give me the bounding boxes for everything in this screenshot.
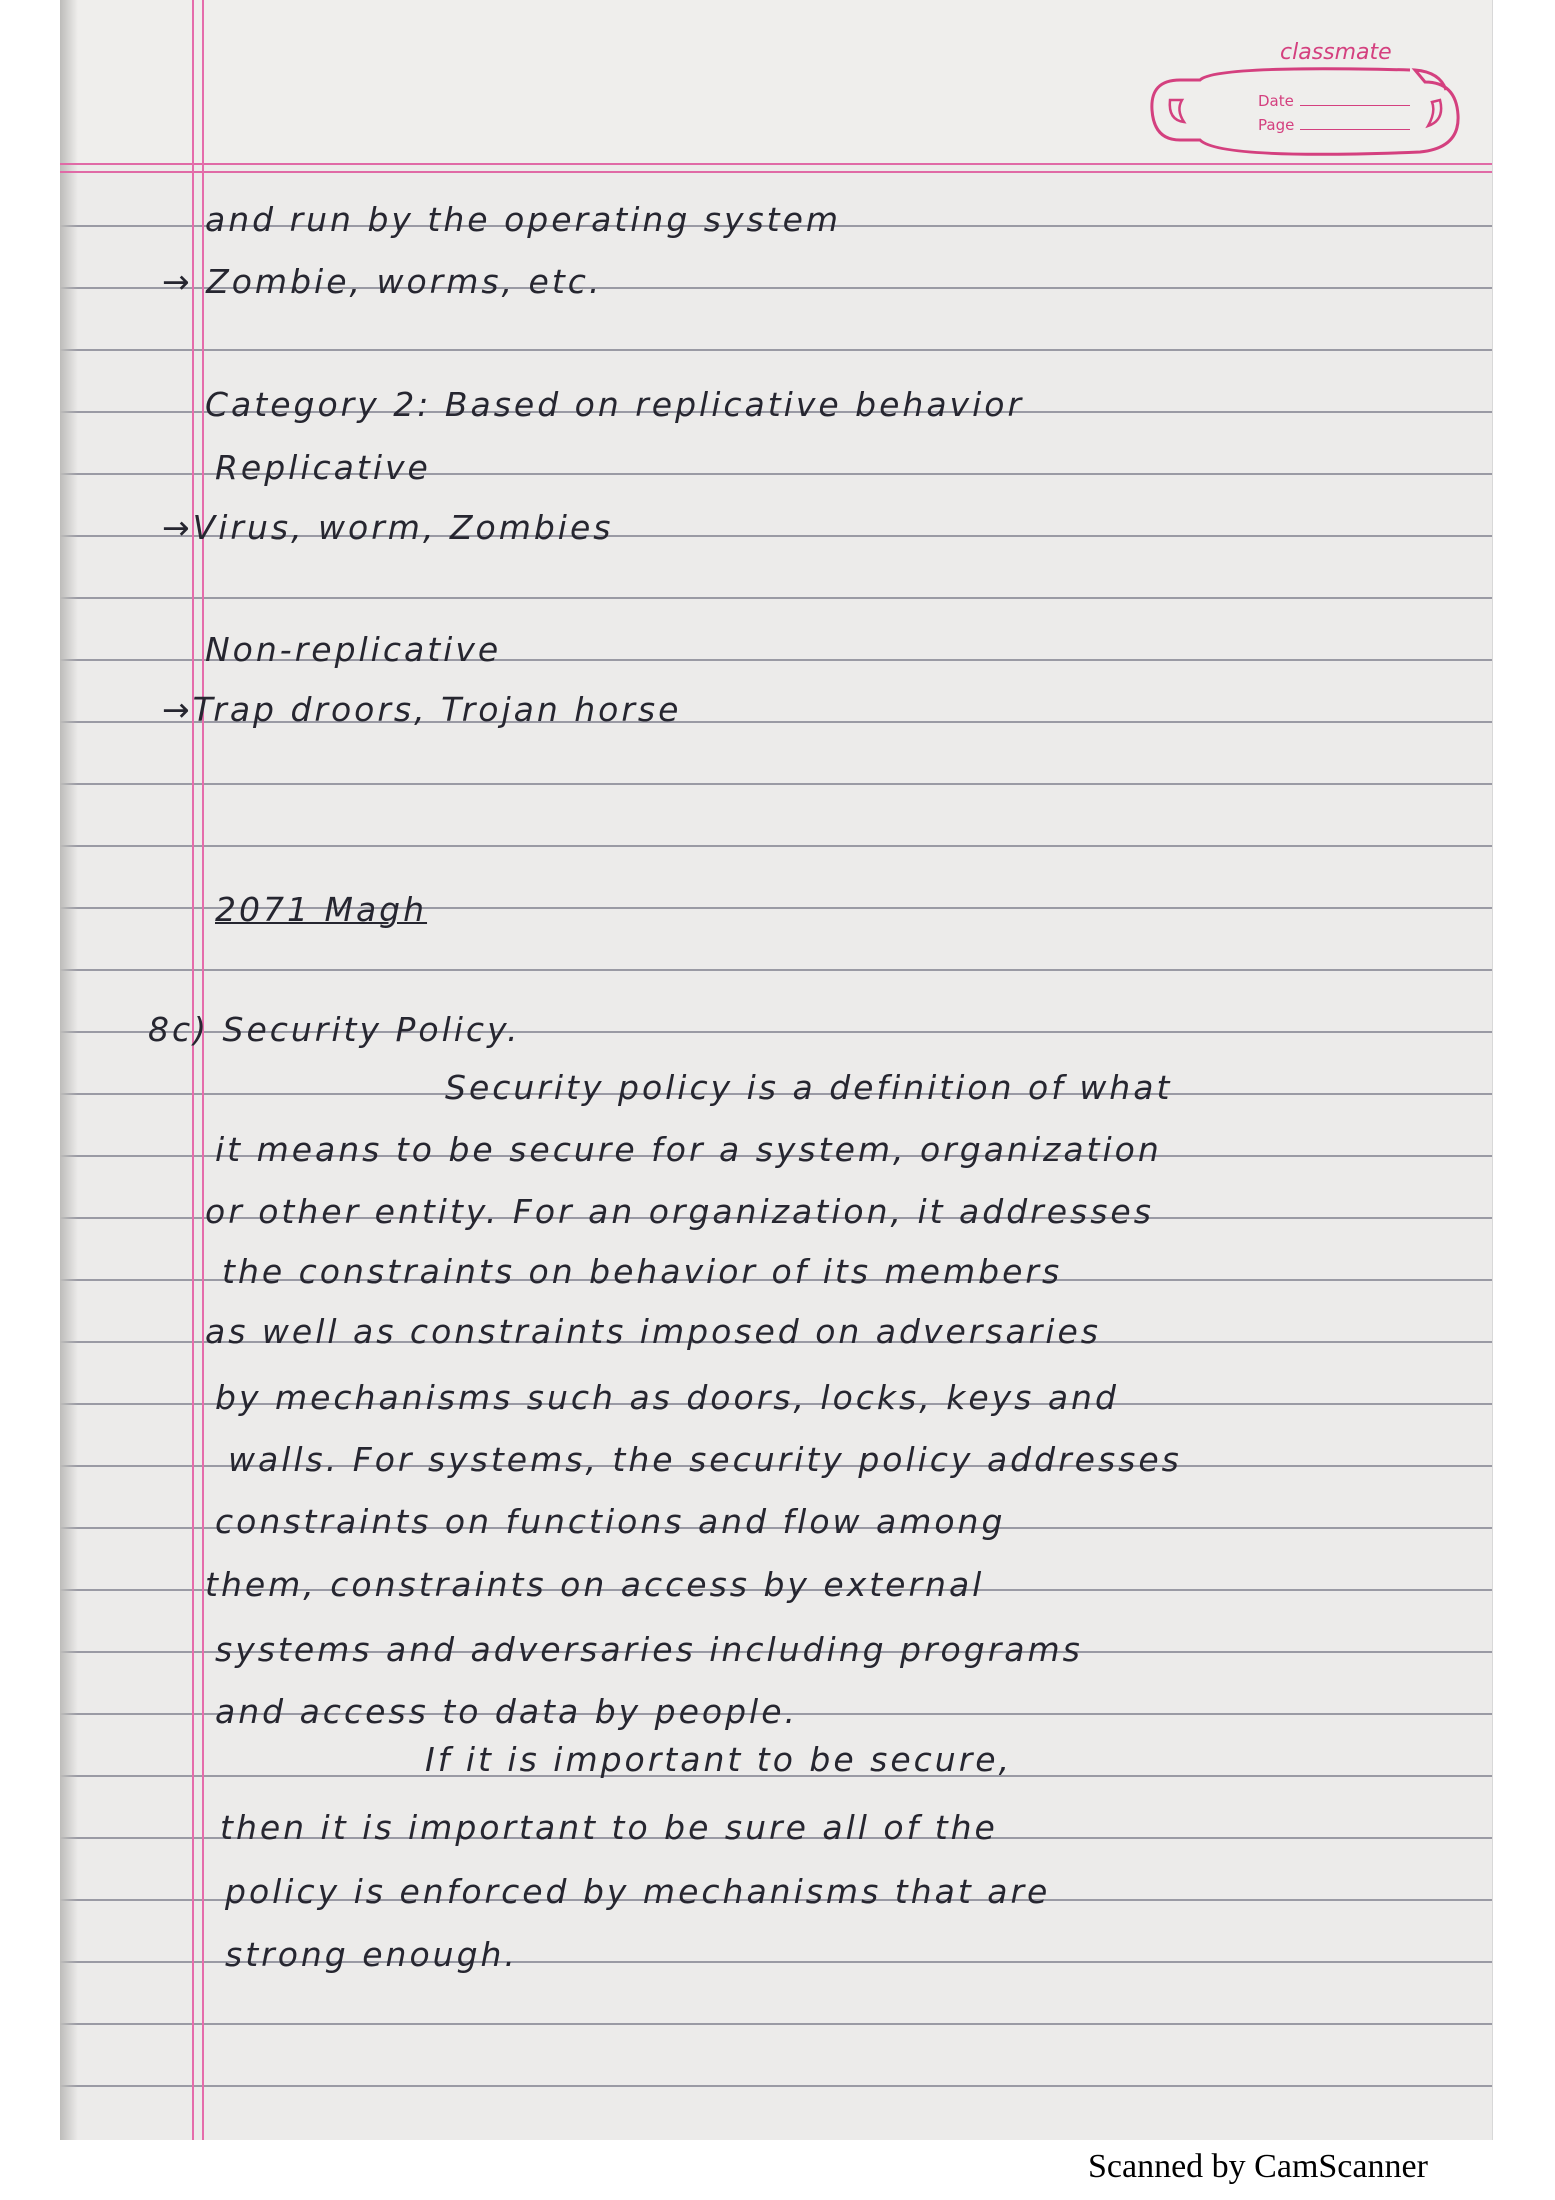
note-line: the constraints on behavior of its members [222,1252,1063,1291]
note-line: If it is important to be secure, [425,1740,1013,1779]
note-line: strong enough. [225,1935,518,1974]
note-line: systems and adversaries including programs [215,1630,1083,1669]
note-line: or other entity. For an organization, it addresses [205,1192,1154,1231]
note-line: and access to data by people. [215,1692,799,1731]
left-margin-line-2 [202,0,204,2140]
logo-brand: classmate [1280,40,1392,65]
note-line: and run by the operating system [205,200,842,239]
note-line: then it is important to be sure all of the [220,1808,998,1847]
note-line: →Trap droors, Trojan horse [162,690,682,729]
question-title: 8c) Security Policy. [148,1010,521,1049]
note-line: Security policy is a definition of what [445,1068,1173,1107]
note-line: Non-replicative [205,630,502,669]
note-line: as well as constraints imposed on adversaries [205,1312,1101,1351]
classmate-logo [1140,40,1480,170]
note-line: them, constraints on access by external [205,1565,985,1604]
left-margin-line [192,0,194,2140]
note-line: walls. For systems, the security policy addresses [228,1440,1182,1479]
logo-scroll-icon [1140,60,1470,170]
note-line: it means to be secure for a system, organization [215,1130,1162,1169]
page-shadow [60,0,78,2140]
header-margin-line-2 [60,171,1492,173]
date-field [1258,92,1410,110]
camscanner-watermark: Scanned by CamScanner [1088,2148,1428,2185]
section-heading [215,890,427,929]
date-blank [1300,105,1410,106]
note-line: → Zombie, worms, etc. [162,262,603,301]
note-line: →Virus, worm, Zombies [162,508,614,547]
date-label: Date [1258,92,1294,110]
page-label: Page [1258,116,1295,134]
note-line: Replicative [215,448,431,487]
page-blank [1300,129,1410,130]
note-line: Category 2: Based on replicative behavior [205,385,1025,424]
section-heading-text: 2071 Magh [215,890,428,929]
note-line: constraints on functions and flow among [215,1502,1006,1541]
note-line: by mechanisms such as doors, locks, keys and [215,1378,1119,1417]
page-field [1258,116,1410,134]
note-line: policy is enforced by mechanisms that are [225,1872,1051,1911]
